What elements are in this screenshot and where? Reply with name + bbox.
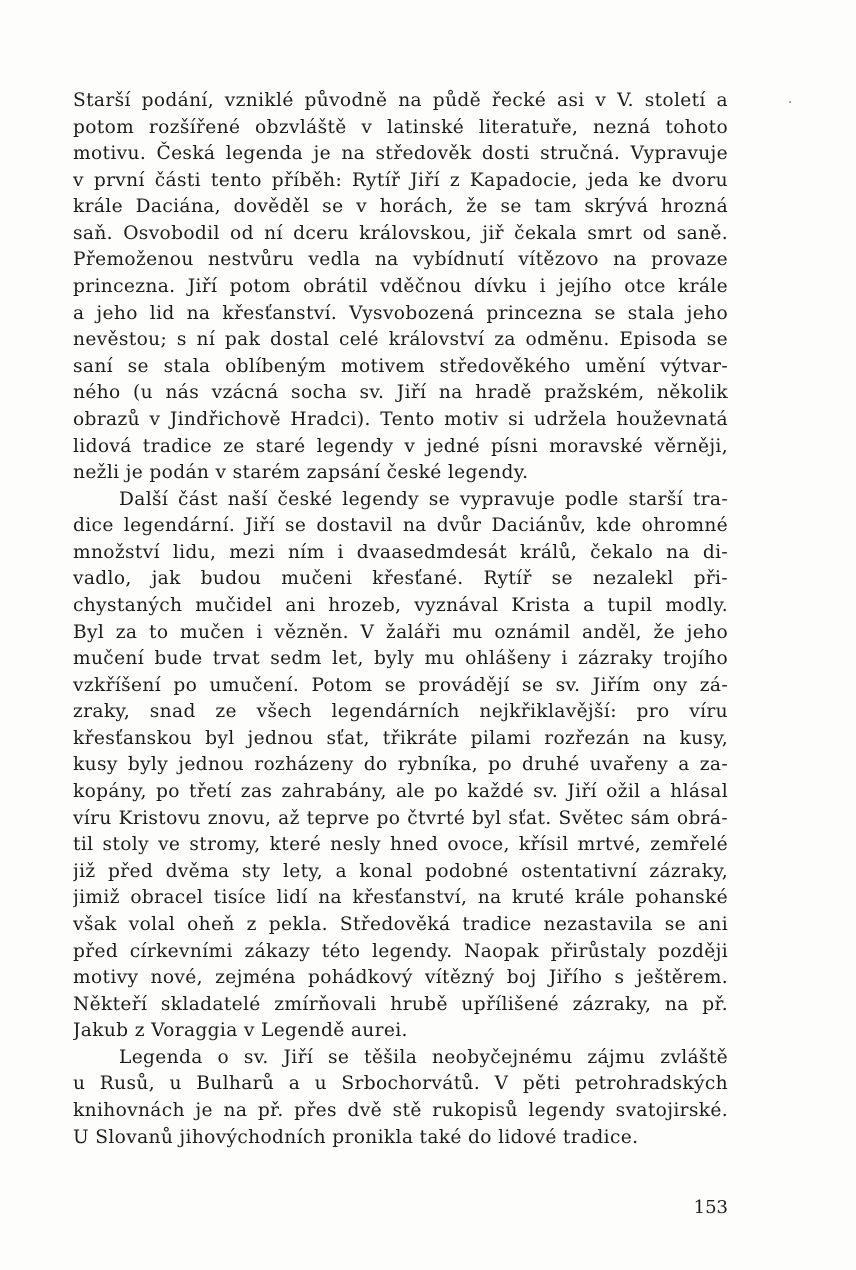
text-line: krále Daciána, dověděl se v horách, že se tam skrývá hrozná bbox=[73, 196, 728, 218]
text-line: chystaných mučidel ani hrozeb, vyznával Krista a tupil modly. bbox=[73, 594, 728, 616]
text-line: princezna. Jiří potom obrátil vděčnou dívku i jejího otce krále bbox=[73, 276, 728, 298]
text-line: nevěstou; s ní pak dostal celé království za odměnu. Episoda se bbox=[73, 329, 728, 351]
text-line: před církevními zákazy této legendy. Naopak přirůstaly později bbox=[73, 940, 728, 962]
text-line: kopány, po třetí zas zahrabány, ale po každé sv. Jiří ožil a hlásal bbox=[73, 781, 728, 803]
text-line: Jakub z Voraggia v Legendě aurei. bbox=[73, 1020, 408, 1042]
text-line: vzkříšení po umučení. Potom se provádějí se sv. Jiřím ony zá- bbox=[73, 674, 728, 696]
text-line: dice legendární. Jiří se dostavil na dvůr Daciánův, kde ohromné bbox=[73, 515, 728, 537]
text-line: Byl za to mučen i vězněn. V žaláři mu oznámil anděl, že jeho bbox=[73, 621, 728, 643]
text-line: knihovnách je na př. přes dvě stě rukopisů legendy svatojirské. bbox=[73, 1099, 728, 1121]
text-line: lidová tradice ze staré legendy v jedné písni moravské věrněji, bbox=[73, 435, 728, 457]
text-line: množství lidu, mezi ním i dvaasedmdesát králů, čekalo na di- bbox=[73, 541, 728, 563]
text-line: Další část naší české legendy se vypravuje podle starší tra- bbox=[119, 488, 728, 510]
text-line: saň. Osvobodil od ní dceru královskou, jiř čekala smrt od saně. bbox=[73, 222, 728, 244]
text-line: Někteří skladatelé zmírňovali hrubě upřílišené zázraky, na př. bbox=[73, 993, 728, 1015]
text-line: víru Kristovu znovu, až teprve po čtvrté byl sťat. Světec sám obrá- bbox=[73, 807, 728, 829]
text-line: a jeho lid na křesťanství. Vysvobozená princezna se stala jeho bbox=[73, 302, 728, 324]
text-line: mučení bude trvat sedm let, byly mu ohlášeny i zázraky trojího bbox=[73, 648, 728, 670]
text-line: Přemoženou nestvůru vedla na vybídnutí vítězovo na provaze bbox=[73, 249, 728, 271]
text-line: U Slovanů jihovýchodních pronikla také do lidové tradice. bbox=[73, 1126, 639, 1148]
text-line: však volal oheň z pekla. Středověká tradice nezastavila se ani bbox=[73, 913, 728, 935]
text-line: saní se stala oblíbeným motivem středověkého umění výtvar- bbox=[73, 355, 728, 377]
text-line: křesťanskou byl jednou sťat, třikráte pilami rozřezán na kusy, bbox=[73, 727, 728, 749]
text-line: obrazů v Jindřichově Hradci). Tento motiv si udržela houževnatá bbox=[73, 408, 728, 430]
text-line: ného (u nás vzácná socha sv. Jiří na hradě pražském, několik bbox=[73, 382, 728, 404]
print-speck bbox=[789, 101, 791, 103]
text-line: Starší podání, vzniklé původně na půdě řecké asi v V. století a bbox=[73, 90, 728, 111]
text-line: motivy nové, zejména pohádkový vítězný boj Jiřího s ještěrem. bbox=[73, 967, 728, 989]
text-line: nežli je podán v starém zapsání české legendy. bbox=[73, 462, 529, 484]
text-line: potom rozšířené obzvláště v latinské literatuře, nezná tohoto bbox=[73, 116, 728, 138]
text-line: til stoly ve stromy, které nesly hned ovoce, křísil mrtvé, zemřelé bbox=[73, 834, 728, 856]
text-line: jimiž obracel tisíce lidí na křesťanství, na kruté krále pohanské bbox=[73, 887, 728, 909]
text-line: vadlo, jak budou mučeni křesťané. Rytíř se nezalekl při- bbox=[73, 568, 728, 590]
text-line: již před dvěma sty lety, a konal podobné ostentativní zázraky, bbox=[73, 860, 728, 882]
body-text bbox=[73, 88, 728, 1151]
text-line: v první části tento příběh: Rytíř Jiří z Kapadocie, jeda ke dvoru bbox=[73, 169, 728, 191]
text-line: motivu. Česká legenda je na středověk dosti stručná. Vypravuje bbox=[73, 143, 728, 165]
page-number: 153 bbox=[693, 1197, 728, 1218]
text-line: zraky, snad ze všech legendárních nejkřiklavější: pro víru bbox=[73, 701, 728, 723]
text-line: u Rusů, u Bulharů a u Srbochorvátů. V pěti petrohradských bbox=[73, 1073, 728, 1095]
text-line: kusy byly jednou rozházeny do rybníka, po druhé uvařeny a za- bbox=[73, 754, 728, 776]
text-line: Legenda o sv. Jiří se těšila neobyčejnému zájmu zvláště bbox=[119, 1046, 728, 1068]
